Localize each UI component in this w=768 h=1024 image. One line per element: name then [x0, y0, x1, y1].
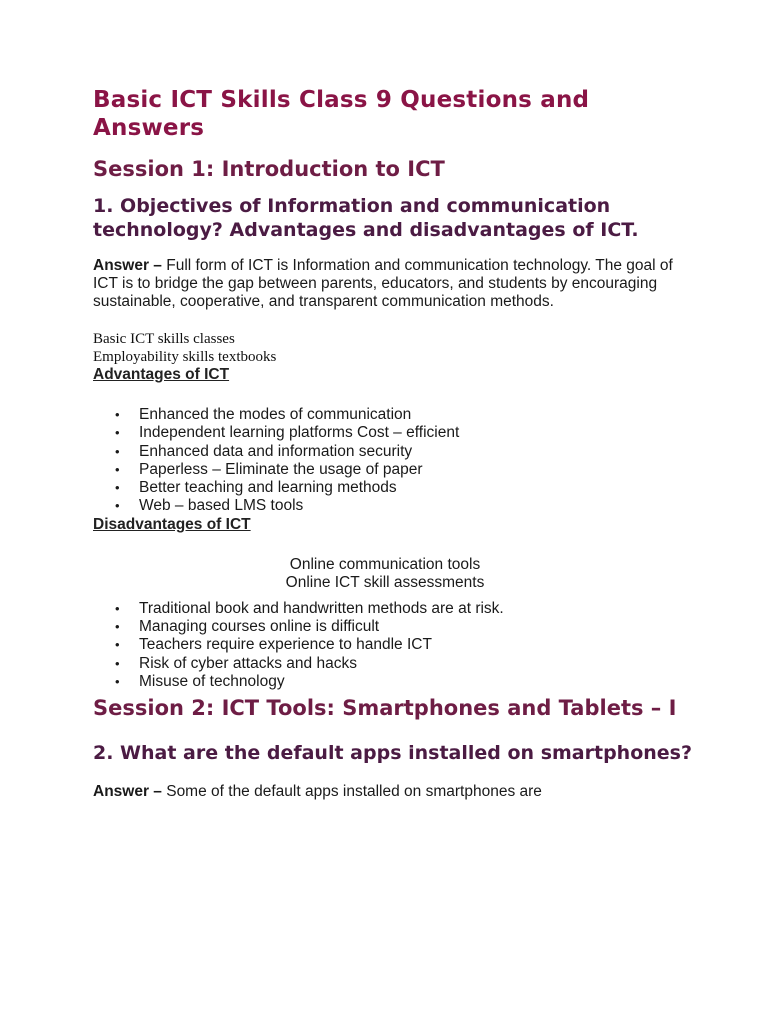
list-item — [93, 443, 693, 461]
list-item-text: Enhanced the modes of communication — [139, 406, 412, 423]
list-item — [93, 461, 693, 479]
bullet-icon: • — [115, 461, 120, 477]
bullet-icon: • — [115, 443, 120, 459]
bullet-icon: • — [115, 480, 120, 496]
page-title: Basic ICT Skills Class 9 Questions and Answers — [93, 87, 590, 141]
answer-2-paragraph — [93, 783, 693, 801]
question-2-heading: 2. What are the default apps installed on smartphones? — [93, 742, 692, 765]
link-online-ict-assessments[interactable]: Online ICT skill assessments — [285, 573, 485, 591]
list-item — [93, 406, 693, 424]
session-2-heading: Session 2: ICT Tools: Smartphones and Tablets – I — [93, 696, 677, 721]
list-item — [93, 655, 693, 673]
bullet-icon: • — [115, 498, 120, 514]
list-item — [93, 618, 693, 636]
list-item-text: Misuse of technology — [139, 672, 285, 690]
related-link-basic-ict-classes[interactable]: Basic ICT skills classes — [93, 331, 235, 347]
bullet-icon: • — [115, 655, 120, 671]
list-item — [93, 479, 693, 497]
list-item — [93, 600, 693, 618]
answer-label: Answer – — [93, 257, 162, 274]
answer-1-paragraph — [93, 257, 693, 311]
document-page — [93, 86, 693, 821]
bullet-icon: • — [115, 600, 120, 616]
list-item-text: Web – based LMS tools — [139, 497, 304, 515]
list-item-text: Risk of cyber attacks and hacks — [139, 654, 357, 672]
list-item-text: Independent learning platforms Cost – efficient — [139, 424, 460, 442]
centered-links — [93, 556, 677, 592]
bullet-icon: • — [115, 425, 120, 441]
list-item — [93, 424, 693, 442]
list-item-text: Teachers require experience to handle ICT — [139, 636, 432, 654]
list-item-text: Traditional book and handwritten methods are at risk. — [139, 599, 504, 617]
session-1-heading: Session 1: Introduction to ICT — [93, 157, 445, 181]
bullet-icon: • — [115, 407, 120, 422]
disadvantages-heading: Disadvantages of ICT — [93, 515, 251, 533]
bullet-icon: • — [115, 619, 120, 635]
bullet-icon: • — [115, 637, 120, 653]
advantages-heading: Advantages of ICT — [93, 366, 230, 383]
disadvantages-list — [93, 600, 693, 691]
link-online-communication-tools[interactable]: Online communication tools — [289, 555, 481, 573]
list-item-text: Enhanced data and information security — [139, 442, 413, 460]
list-item-text: Paperless – Eliminate the usage of paper — [139, 460, 423, 478]
list-item-text: Managing courses online is difficult — [139, 618, 380, 636]
list-item — [93, 673, 693, 691]
question-1-heading: 1. Objectives of Information and communication technology? Advantages and disadvantages of ICT. — [93, 195, 639, 241]
bullet-icon: • — [115, 673, 120, 689]
answer-1-text: Full form of ICT is Information and communication technology. The goal of ICT is to bridge the gap between parents, educators, and students by encouraging sustainable, cooperative, and transparent communication methods. — [93, 257, 673, 310]
list-item — [93, 636, 693, 654]
answer-label: Answer – — [93, 783, 162, 801]
related-link-employability-textbooks[interactable]: Employability skills textbooks — [93, 348, 277, 365]
list-item-text: Better teaching and learning methods — [139, 479, 397, 497]
advantages-list — [93, 406, 693, 516]
list-item — [93, 497, 693, 515]
answer-2-text: Some of the default apps installed on smartphones are — [161, 783, 542, 801]
